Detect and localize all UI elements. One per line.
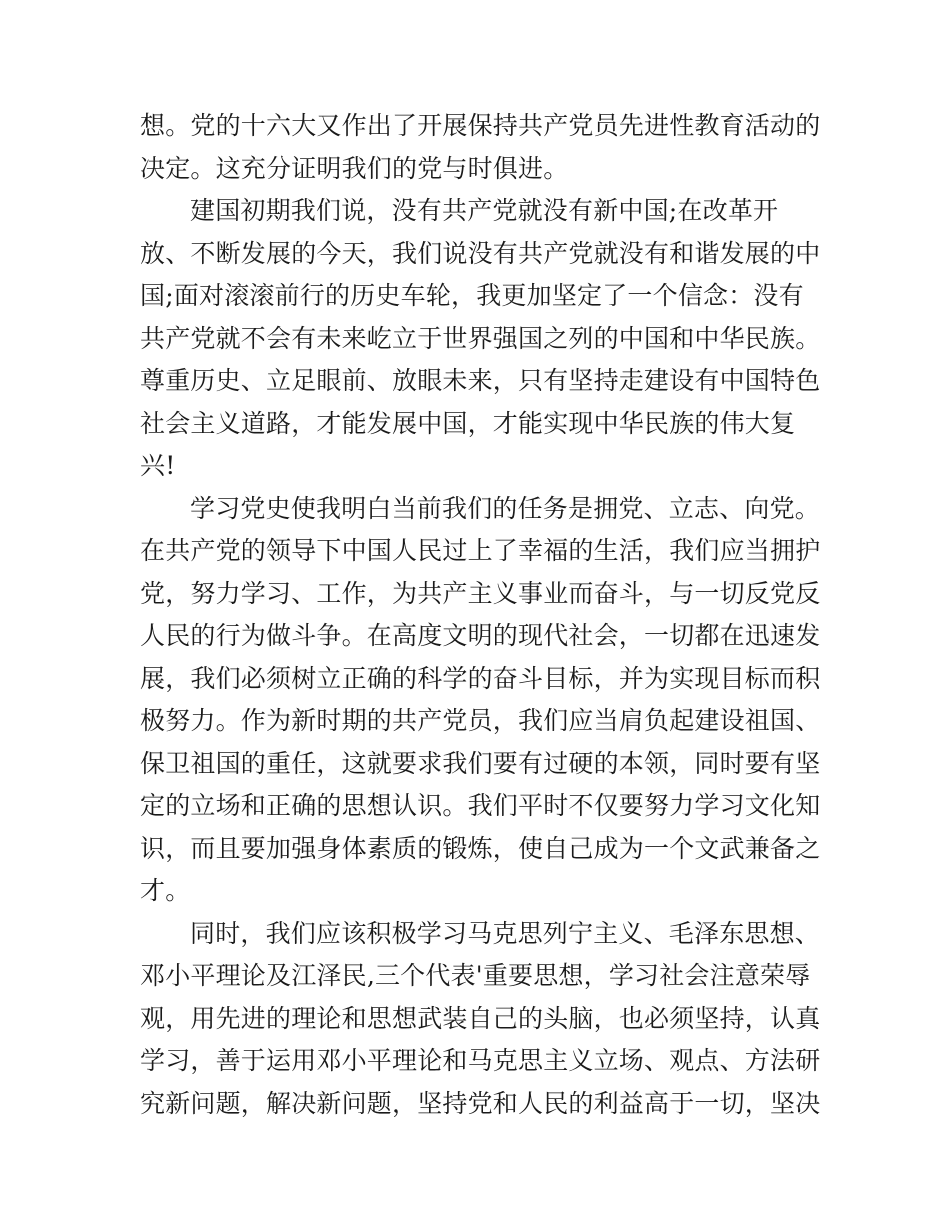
text-line: 党，努力学习、工作，为共产主义事业而奋斗，与一切反党反 bbox=[140, 578, 821, 608]
text-line: 观，用先进的理论和思想武装自己的头脑，也必须坚持，认真 bbox=[140, 1003, 821, 1033]
text-line: 共产党就不会有未来屹立于世界强国之列的中国和中华民族。 bbox=[140, 323, 821, 353]
text-line: 决定。这充分证明我们的党与时俱进。 bbox=[140, 153, 569, 183]
text-line: 才。 bbox=[140, 876, 191, 905]
text-line: 极努力。作为新时期的共产党员，我们应当肩负起建设祖国、 bbox=[140, 706, 821, 735]
text-line: 国;面对滚滚前行的历史车轮，我更加坚定了一个信念：没有 bbox=[140, 281, 804, 310]
text-line: 学习党史使我明白当前我们的任务是拥党、立志、向党。 bbox=[190, 493, 821, 523]
text-line: 保卫祖国的重任，这就要求我们要有过硬的本领，同时要有坚 bbox=[140, 748, 821, 778]
text-line: 同时，我们应该积极学习马克思列宁主义、毛泽东思想、 bbox=[190, 918, 821, 948]
text-line: 邓小平理论及江泽民‚三个代表'重要思想，学习社会注意荣辱 bbox=[140, 961, 811, 990]
text-line: 建国初期我们说，没有共产党就没有新中国;在改革开 bbox=[190, 196, 779, 225]
text-line: 社会主义道路，才能发展中国，才能实现中华民族的伟大复 bbox=[140, 408, 796, 438]
text-line: 定的立场和正确的思想认识。我们平时不仅要努力学习文化知 bbox=[140, 791, 821, 820]
text-line: 在共产党的领导下中国人民过上了幸福的生活，我们应当拥护 bbox=[140, 536, 821, 565]
text-line: 兴! bbox=[140, 451, 176, 480]
text-line: 究新问题，解决新问题，坚持党和人民的利益高于一切，坚决 bbox=[140, 1088, 821, 1118]
text-line: 展，我们必须树立正确的科学的奋斗目标，并为实现目标而积 bbox=[140, 663, 821, 693]
text-line: 尊重历史、立足眼前、放眼未来，只有坚持走建设有中国特色 bbox=[140, 366, 821, 395]
text-line: 想。党的十六大又作出了开展保持共产党员先进性教育活动的 bbox=[140, 111, 821, 140]
text-line: 学习，善于运用邓小平理论和马克思主义立场、观点、方法研 bbox=[140, 1046, 821, 1075]
text-line: 人民的行为做斗争。在高度文明的现代社会，一切都在迅速发 bbox=[140, 621, 821, 650]
text-line: 放、不断发展的今天，我们说没有共产党就没有和谐发展的中 bbox=[140, 238, 821, 268]
text-line: 识，而且要加强身体素质的锻炼，使自己成为一个文武兼备之 bbox=[140, 833, 821, 863]
body-text bbox=[140, 105, 820, 1125]
